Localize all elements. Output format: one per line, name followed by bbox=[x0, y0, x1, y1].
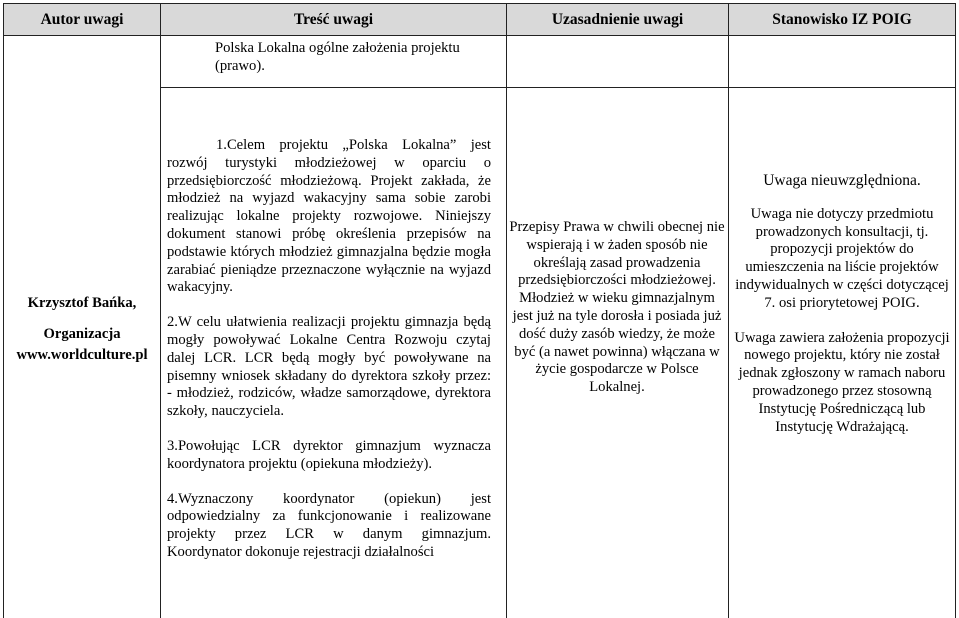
row1-tresc-text: Polska Lokalna ogólne założenia projektu (prawo). bbox=[215, 40, 460, 74]
header-divider bbox=[3, 35, 956, 36]
col-divider-3 bbox=[728, 3, 729, 618]
author-website: www.worldculture.pl bbox=[16, 347, 148, 363]
tresc-paragraph-1: 1.Celem projektu „Polska Lokalna” jest rozwój turystyki młodzieżowej w oparciu o przedsiębiorczość młodzieżową. Projekt zakłada, że młodzież na wyjazd wakacyjny sama sobie zarobi realizując lokalne projekty rozwojowe. Niniejszy dokument stanowi próbę określenia przepisów na podstawie których młodzież gimnazjalna będzie mogła zarabiać pieniądze przeznaczone wyłącznie na wyjazd wakacyjny. bbox=[167, 137, 491, 296]
header-autor-uwagi: Autor uwagi bbox=[40, 11, 124, 28]
col-border-right bbox=[955, 3, 956, 618]
header-stanowisko: Stanowisko IZ POIG bbox=[772, 11, 912, 28]
tresc-paragraph-2: 2.W celu ułatwienia realizacji projektu gimnazja będą mogły powoływać Lokalne Centra Rozwoju czytaj dalej LCR. LCR będą mogły być powoływane na pisemny wniosek składany do dyrektora szkoły przez: - młodzież, rodziców, władze samorządowe, dyrektora szkoły, nauczyciela. bbox=[167, 314, 491, 420]
author-cell bbox=[6, 293, 158, 366]
table-border-top bbox=[3, 3, 956, 4]
header-tresc-uwagi: Treść uwagi bbox=[293, 11, 374, 28]
row-divider bbox=[160, 87, 956, 88]
stanowisko-cell bbox=[733, 172, 951, 436]
tresc-paragraph-3: 3.Powołując LCR dyrektor gimnazjum wyznacza koordynatora projektu (opiekuna młodzieży). bbox=[167, 437, 491, 472]
stanowisko-title: Uwaga nieuwzględniona. bbox=[763, 172, 921, 189]
col-divider-2 bbox=[506, 3, 507, 618]
stanowisko-paragraph-1: Uwaga nie dotyczy przedmiotu prowadzonych konsultacji, tj. propozycji projektów do umieszczenia na liście projektów indywidualnych w części dotyczącej 7. osi priorytetowej POIG. bbox=[735, 205, 949, 311]
author-name: Krzysztof Bańka, bbox=[27, 295, 137, 311]
tresc-paragraph-4: 4.Wyznaczony koordynator (opiekun) jest odpowiedzialny za funkcjonowanie i realizowane projekty przez LCR w danym gimnazjum. Koordynator dokonuje rejestracji działalności bbox=[167, 490, 491, 560]
author-organization: Organizacja bbox=[43, 326, 121, 342]
header-uzasadnienie-uwagi: Uzasadnienie uwagi bbox=[551, 11, 684, 28]
uzasadnienie-text: Przepisy Prawa w chwili obecnej nie wspierają i w żaden sposób nie określają zasad prowadzenia przedsiębiorczości młodzieżowej. Młodzież w wieku gimnazjalnym jest już na tyle dorosła i posiada już dość duży zasób wiedzy, że może być (a nawet powinna) włączana w życie gospodarcze w Polsce Lokalnej. bbox=[509, 219, 725, 396]
stanowisko-paragraph-2: Uwaga zawiera założenia propozycji nowego projektu, który nie został jednak zgłoszony w ramach naboru prowadzonego przez stosowną Instytucję Pośredniczącą lub Instytucję Wdrażającą. bbox=[734, 329, 950, 435]
col-border-left bbox=[3, 3, 4, 618]
tresc-cell bbox=[167, 137, 491, 562]
row1-tresc bbox=[167, 40, 501, 76]
col-divider-1 bbox=[160, 3, 161, 618]
uzasadnienie-cell bbox=[509, 219, 725, 397]
